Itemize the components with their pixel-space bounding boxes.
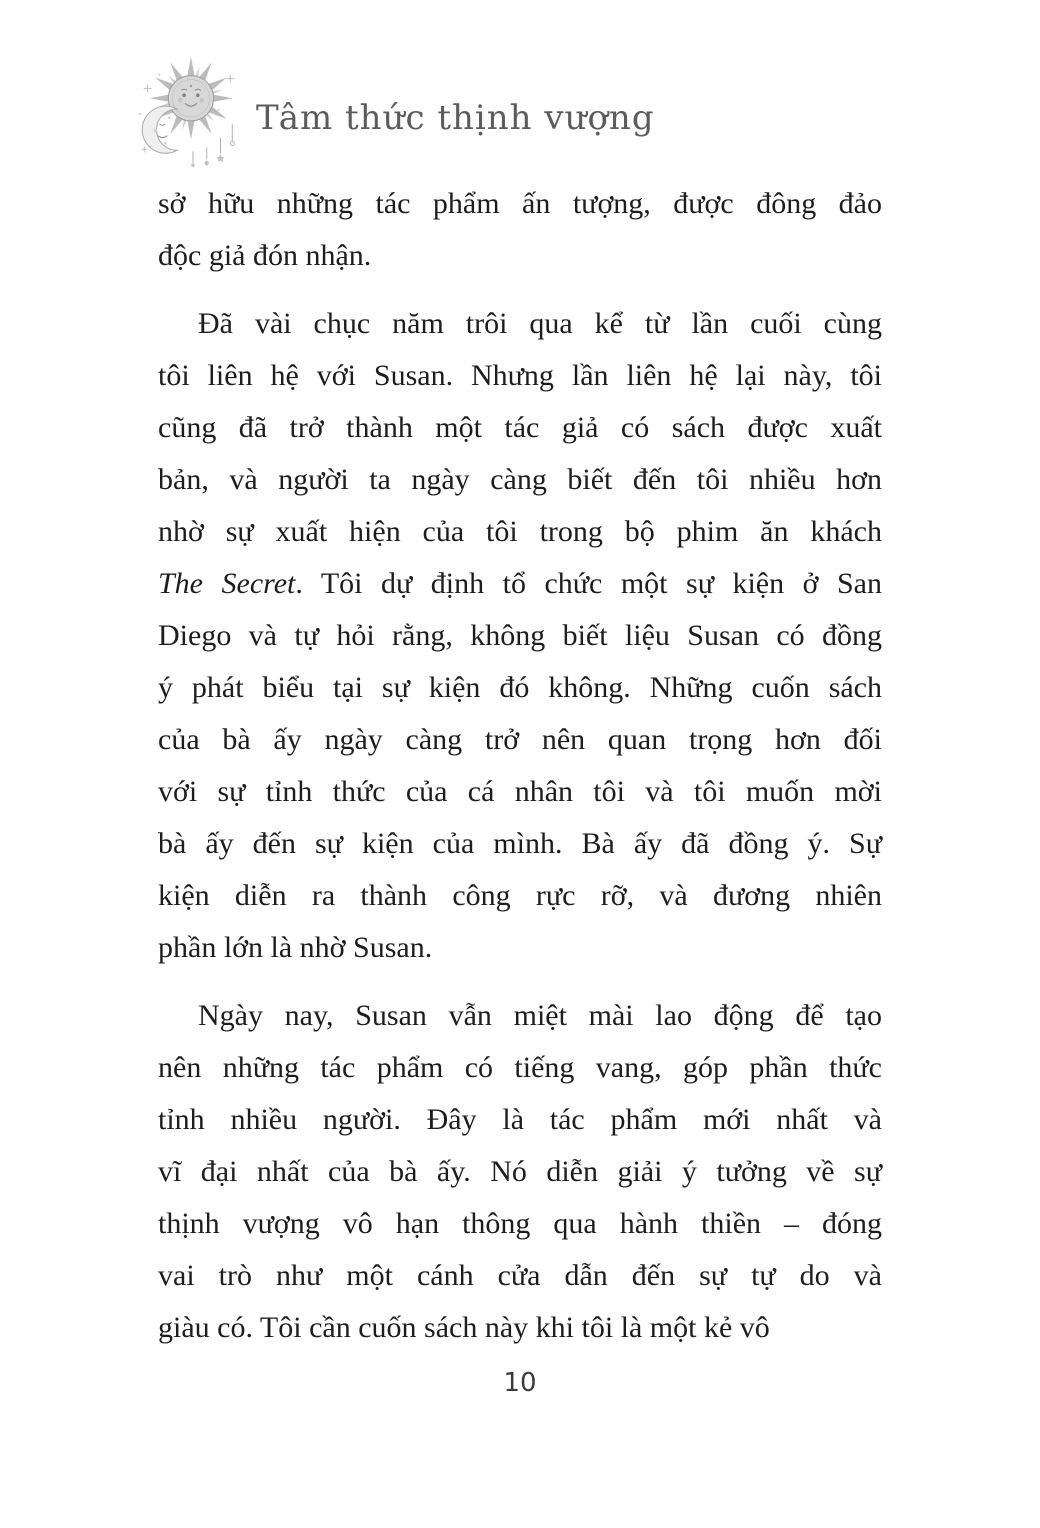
text-line bbox=[158, 870, 882, 922]
text-segment: thịnh vượng vô hạn thông qua hành thiền – đóng bbox=[158, 1207, 882, 1240]
text-segment: bản, và người ta ngày càng biết đến tôi nhiều hơn bbox=[158, 463, 882, 496]
text-segment: bà ấy đến sự kiện của mình. Bà ấy đã đồng ý. Sự bbox=[158, 827, 882, 860]
text-segment: ý phát biểu tại sự kiện đó không. Những cuốn sách bbox=[158, 671, 882, 704]
text-segment: nên những tác phẩm có tiếng vang, góp phần thức bbox=[158, 1051, 882, 1084]
text-segment: vĩ đại nhất của bà ấy. Nó diễn giải ý tưởng về sự bbox=[158, 1155, 882, 1188]
text-line bbox=[158, 990, 882, 1042]
text-line bbox=[158, 558, 882, 610]
text-line bbox=[158, 662, 882, 714]
text-segment: sở hữu những tác phẩm ấn tượng, được đông đảo bbox=[158, 187, 882, 220]
text-line bbox=[158, 1198, 882, 1250]
sun-moon-illustration bbox=[130, 53, 248, 171]
text-line bbox=[158, 818, 882, 870]
text-segment: nhờ sự xuất hiện của tôi trong bộ phim ăn khách bbox=[158, 515, 882, 548]
text-line bbox=[158, 766, 882, 818]
text-line bbox=[158, 402, 882, 454]
hanging-charms-icon bbox=[191, 124, 234, 167]
text-segment: độc giả đón nhận. bbox=[158, 239, 372, 272]
text-segment: tôi liên hệ với Susan. Nhưng lần liên hệ lại này, tôi bbox=[158, 359, 882, 392]
text-line bbox=[158, 230, 882, 282]
paragraph bbox=[158, 298, 882, 974]
sun-icon bbox=[168, 76, 213, 121]
text-line bbox=[158, 506, 882, 558]
text-segment: giàu có. Tôi cần cuốn sách này khi tôi là một kẻ vô bbox=[158, 1311, 770, 1344]
book-title-italic: The Secret bbox=[158, 567, 296, 600]
text-segment: vai trò như một cánh cửa dẫn đến sự tự do và bbox=[158, 1259, 882, 1292]
running-head-title: Tâm thức thịnh vượng bbox=[256, 98, 655, 138]
text-line bbox=[158, 178, 882, 230]
paragraph bbox=[158, 178, 882, 282]
text-line bbox=[158, 1094, 882, 1146]
page-number: 10 bbox=[503, 1368, 537, 1398]
text-line bbox=[158, 1042, 882, 1094]
text-line bbox=[158, 298, 882, 350]
body-text bbox=[158, 178, 882, 1370]
text-segment: kiện diễn ra thành công rực rỡ, và đương nhiên bbox=[158, 879, 882, 912]
text-segment: Ngày nay, Susan vẫn miệt mài lao động để tạo bbox=[198, 999, 882, 1032]
page-header bbox=[130, 52, 910, 172]
page-footer bbox=[158, 1368, 882, 1398]
text-line bbox=[158, 1250, 882, 1302]
text-segment: tỉnh nhiều người. Đây là tác phẩm mới nhất và bbox=[158, 1103, 882, 1136]
paragraph bbox=[158, 990, 882, 1354]
sun-moon-icon bbox=[130, 53, 248, 171]
text-segment: phần lớn là nhờ Susan. bbox=[158, 931, 433, 964]
text-segment: với sự tỉnh thức của cá nhân tôi và tôi muốn mời bbox=[158, 775, 882, 808]
text-line bbox=[158, 610, 882, 662]
text-line bbox=[158, 1146, 882, 1198]
text-line bbox=[158, 714, 882, 766]
text-line bbox=[158, 454, 882, 506]
text-segment: cũng đã trở thành một tác giả có sách được xuất bbox=[158, 411, 882, 444]
text-segment: . Tôi dự định tổ chức một sự kiện ở San bbox=[295, 567, 883, 600]
text-segment: Đã vài chục năm trôi qua kể từ lần cuối cùng bbox=[198, 307, 882, 340]
text-line bbox=[158, 922, 882, 974]
text-segment: Diego và tự hỏi rằng, không biết liệu Susan có đồng bbox=[158, 619, 882, 652]
text-line bbox=[158, 350, 882, 402]
text-line bbox=[158, 1302, 882, 1354]
text-segment: của bà ấy ngày càng trở nên quan trọng hơn đối bbox=[158, 723, 882, 756]
